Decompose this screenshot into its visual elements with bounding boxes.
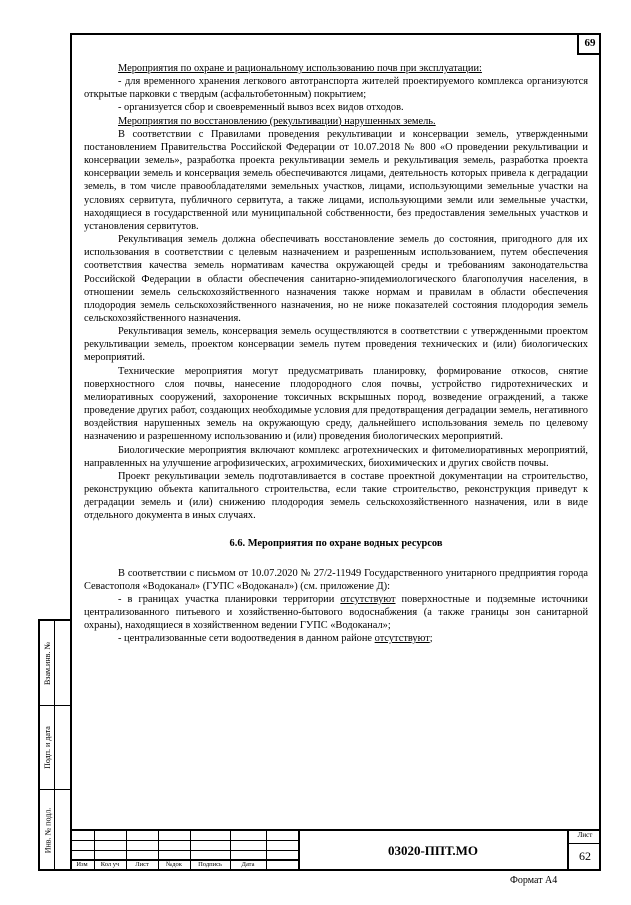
paragraph: - в границах участка планировки территории отсутствуют поверхностные и подземные источники централизованного питьевого и хозяйственно-бытового водоснабжения (а также границы зон санитарной охраны), находящиеся в хозяйственном ведении ГУПС «Водоканал»; bbox=[84, 593, 588, 632]
paragraph: Рекультивация земель, консервация земель осуществляются в соответствии с утвержденными проектом рекультивации земель, проектом консервации земель путем проведения технических и (или) биологических мероприятий. bbox=[84, 326, 588, 364]
paragraph: В соответствии с письмом от 10.07.2020 № 27/2-11949 Государственного унитарного предприятия города Севастополя «Водоканал» (ГУПС «Водоканал») (см. приложение Д): bbox=[84, 567, 588, 592]
paragraph: В соответствии с Правилами проведения рекультивации и консервации земель, утвержденными постановлением Правительства Российской Федерации от 10.07.2018 № 800 «О проведении рекультивации и консервации земель», разработка проекта рекультивации земель и рекультивация земель, разработка проекта консервации земель и консервация земель обеспечиваются лицами, деятельность которых привела к деградации земель, в том числе правообладателями земельных участков, лицами, использующими земельные участки на условиях сервитута, публичного сервитута, а также лицами, использующими земли или земельные участки, находящиеся в государственной или муниципальной собственности, без предоставления земельных участков и установления сервитутов. bbox=[84, 128, 588, 232]
paragraph: - для временного хранения легкового автотранспорта жителей проектируемого комплекса организуются открытые парковки с твердым (асфальтобетонным) покрытием; bbox=[84, 76, 588, 101]
col-izm: Изм bbox=[76, 861, 88, 868]
side-stamp-strip bbox=[38, 619, 70, 871]
document-code: 03020-ППТ.МО bbox=[387, 843, 479, 858]
paragraph: Технические мероприятия могут предусматривать планировку, формирование откосов, снятие поверхностного слоя почвы, нанесение плодородного слоя почвы, устройство гидротехнических и мелиоративных сооружений, захоронение токсичных вскрышных пород, возведение ограждений, а также проведение других работ, создающих необходимые условия для предотвращения деградации земель, негативного воздействия нарушенных земель на окружающую среду, дальнейшего использования земель по целевому назначению и разрешенному использованию и (или) проведения биологических мероприятий. bbox=[84, 365, 588, 443]
document-body bbox=[84, 62, 588, 646]
heading-soil-protection: Мероприятия по охране и рациональному использованию почв при эксплуатации: bbox=[118, 63, 482, 74]
paragraph: - организуется сбор и своевременный вывоз всех видов отходов. bbox=[118, 102, 404, 114]
col-list: Лист bbox=[135, 861, 149, 868]
paragraph: Биологические мероприятия включают комплекс агротехнических и фитомелиоративных мероприятий, направленных на улучшение агрофизических, агрохимических, биохимических и других свойств почвы. bbox=[84, 444, 588, 469]
side-label-sign-date: Подп. и дата bbox=[43, 725, 52, 769]
top-sheet-number: 69 bbox=[577, 33, 601, 55]
col-ndok: №док bbox=[166, 861, 182, 868]
side-label-inv-no: Взам.инв. № bbox=[43, 641, 52, 685]
section-title: 6.6. Мероприятия по охране водных ресурсов bbox=[229, 538, 443, 550]
side-label-inv-orig: Инв. № подл. bbox=[43, 807, 52, 853]
paragraph: - централизованные сети водоотведения в данном районе отсутствуют; bbox=[118, 633, 433, 645]
heading-land-reclamation: Мероприятия по восстановлению (рекультивации) нарушенных земель. bbox=[118, 115, 436, 127]
sheet-number: 62 bbox=[579, 849, 591, 863]
col-podpis: Подпись bbox=[198, 861, 222, 868]
title-block bbox=[70, 829, 601, 871]
paragraph: Рекультивация земель должна обеспечивать восстановление земель до состояния, пригодного для их использования в соответствии с целевым назначением и разрешенным использованием, путем обеспечения соответствия качества земель нормативам качества окружающей среды и требованиям законодательства Российской Федерации в области обеспечения санитарно-эпидемиологического благополучия населения, в отношении земель сельскохозяйственного назначения также нормам и правилам в области обеспечения плодородия земель сельскохозяйственного назначения, но не ниже показателей состояния плодородия земель сельскохозяйственного назначения. bbox=[84, 234, 588, 324]
paragraph: Проект рекультивации земель подготавливается в составе проектной документации на строительство, реконструкцию объекта капитального строительства, если такие строительство, реконструкция приведут к деградации земель и (или) снижению плодородия земель сельскохозяйственного назначения, или в виде отдельного документа в иных случаях. bbox=[84, 470, 588, 522]
format-label: Формат А4 bbox=[510, 875, 558, 886]
col-kol: Кол уч bbox=[100, 861, 120, 868]
sheet-label: Лист bbox=[577, 831, 593, 839]
col-data: Дата bbox=[241, 861, 255, 868]
